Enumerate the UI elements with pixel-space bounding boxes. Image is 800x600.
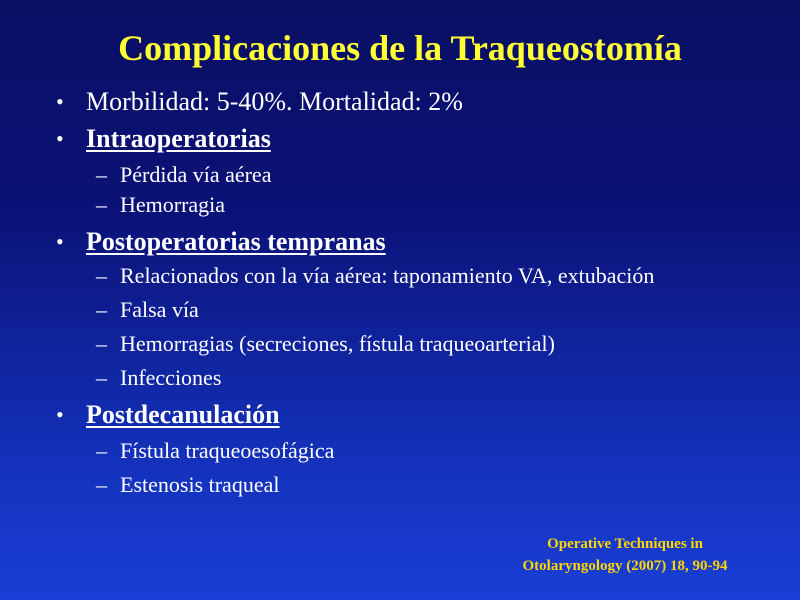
subbullet-hemorragias xyxy=(0,329,720,359)
bullet-heading: Intraoperatorias xyxy=(86,124,271,153)
bullet-postdecanulacion xyxy=(0,399,800,436)
dash-icon: – xyxy=(96,297,107,322)
subbullet-text: Hemorragia xyxy=(120,192,226,217)
subbullet-text: Hemorragias (secreciones, fístula traqueoarterial) xyxy=(120,331,555,356)
bullet-postoperatorias-tempranas xyxy=(0,226,800,263)
bullet-heading: Postoperatorias tempranas xyxy=(86,227,386,256)
bullet-intraoperatorias xyxy=(0,123,800,160)
citation-line-2: Otolaryngology (2007) 18, 90-94 xyxy=(522,558,728,574)
bullet-heading: Postdecanulación xyxy=(86,400,280,429)
dash-icon: – xyxy=(96,192,107,217)
dash-icon: – xyxy=(96,438,107,463)
bullet-dot-icon: • xyxy=(56,402,64,427)
subbullet-falsa-via xyxy=(0,295,680,325)
bullet-dot-icon: • xyxy=(56,229,64,254)
citation xyxy=(495,533,755,577)
bullet-list xyxy=(0,86,800,500)
bullet-text: Morbilidad: 5-40%. Mortalidad: 2% xyxy=(86,87,463,116)
subbullet-text: Infecciones xyxy=(120,365,222,390)
slide-title: Complicaciones de la Traqueostomía xyxy=(118,28,682,68)
dash-icon: – xyxy=(96,162,107,187)
dash-icon: – xyxy=(96,263,107,288)
dash-icon: – xyxy=(96,331,107,356)
dash-icon: – xyxy=(96,472,107,497)
subbullet-fistula-traqueoesofagica xyxy=(0,436,680,466)
subbullet-text: Fístula traqueoesofágica xyxy=(120,438,335,463)
subbullet-text: Falsa vía xyxy=(120,297,199,322)
subbullet-infecciones xyxy=(0,363,680,393)
subbullet-perdida-via-aerea xyxy=(0,160,680,190)
bullet-morbidity xyxy=(0,86,800,123)
bullet-dot-icon: • xyxy=(56,89,64,114)
subbullet-hemorragia xyxy=(0,190,680,220)
bullet-dot-icon: • xyxy=(56,126,64,151)
subbullet-text: Estenosis traqueal xyxy=(120,472,280,497)
citation-line-1: Operative Techniques in xyxy=(547,536,703,552)
subbullet-text: Relacionados con la vía aérea: taponamiento VA, extubación xyxy=(120,263,655,288)
subbullet-via-aerea xyxy=(0,263,680,289)
subbullet-text: Pérdida vía aérea xyxy=(120,162,272,187)
dash-icon: – xyxy=(96,365,107,390)
subbullet-estenosis-traqueal xyxy=(0,470,680,500)
